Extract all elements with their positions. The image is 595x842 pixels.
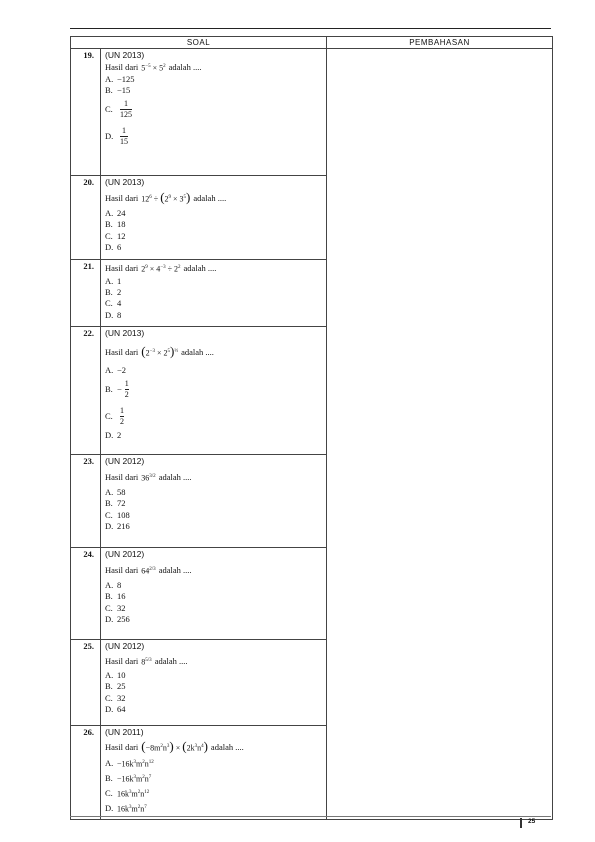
math-expression: $(2^{-3} \times 2^5)^{\frac{1}{2}}$ <box>141 343 179 359</box>
question-source: (UN 2013) <box>105 50 145 60</box>
option: D. 6 <box>105 241 122 252</box>
question-stem: Hasil dari $64^{2/3}$ adalah .... <box>105 564 192 576</box>
fraction: $\frac{1}{2}$ <box>124 379 129 400</box>
question-cell <box>101 49 327 176</box>
question-number: 26. <box>71 726 101 820</box>
option: A. 1 <box>105 276 122 286</box>
math-expression: $2^9 \times 4^{-3} \div 2^2$ <box>141 264 181 274</box>
math-expression: $8^{5/3}$ <box>141 657 152 667</box>
question-cell <box>101 455 327 548</box>
math-expression: $36^{3/2}$ <box>141 473 156 483</box>
question-number: 19. <box>71 49 101 176</box>
question-stem: Hasil dari $(2^{-3} \times 2^5)^{\frac{1}{2}}$ adalah .... <box>105 343 214 359</box>
option: C. 4 <box>105 298 122 309</box>
option: C. $16k^3m^2n^{12}$ <box>105 788 150 799</box>
option: D. 8 <box>105 309 122 320</box>
option: B. 2 <box>105 287 122 298</box>
math-expression: $12^6 \div (2^9 \times 3^5)$ <box>141 189 191 205</box>
option: C. 32 <box>105 602 126 613</box>
option: A. 8 <box>105 580 122 591</box>
question-cell <box>101 640 327 726</box>
question-number: 21. <box>71 260 101 327</box>
page-number: 25 <box>528 818 536 825</box>
option: B. − $\frac{1}{2}$ <box>105 379 129 400</box>
table-header <box>71 37 553 49</box>
option: A. 58 <box>105 487 126 498</box>
page-number-bar <box>520 818 522 828</box>
option: C. 32 <box>105 692 126 703</box>
pembahasan-cell <box>327 49 553 820</box>
question-cell <box>101 260 327 327</box>
option: B. −15 <box>105 85 131 96</box>
question-number: 23. <box>71 455 101 548</box>
question-source: (UN 2012) <box>105 456 145 466</box>
option: C. 108 <box>105 509 130 520</box>
option: B. $-16k^3m^2n^7$ <box>105 773 152 784</box>
question-source: (UN 2013) <box>105 328 145 338</box>
question-row <box>71 49 553 176</box>
top-rule <box>70 28 551 29</box>
question-stem: Hasil dari $5^{-5} \times 5^2$ adalah .... <box>105 62 202 73</box>
option: D. 256 <box>105 613 130 624</box>
option: A. −125 <box>105 74 135 85</box>
math-expression: $5^{-5} \times 5^2$ <box>141 63 166 73</box>
question-table <box>70 36 553 820</box>
option: A. 24 <box>105 208 126 219</box>
question-number: 25. <box>71 640 101 726</box>
question-cell <box>101 327 327 455</box>
fraction: $\frac{1}{125}$ <box>120 99 132 120</box>
question-cell <box>101 726 327 820</box>
option: C. 12 <box>105 230 126 241</box>
question-stem: Hasil dari $36^{3/2}$ adalah .... <box>105 471 192 483</box>
question-source: (UN 2013) <box>105 177 145 187</box>
option: D. 216 <box>105 520 130 531</box>
option: C. $\frac{1}{125}$ <box>105 99 132 120</box>
fraction: $\frac{1}{15}$ <box>120 126 128 147</box>
question-source: (UN 2012) <box>105 549 145 559</box>
option: A. 10 <box>105 670 126 681</box>
question-number: 24. <box>71 548 101 640</box>
option: D. 2 <box>105 430 122 441</box>
question-cell <box>101 176 327 260</box>
math-expression: $(-8m^2n^3) \times (2k^3n^4)$ <box>141 738 208 754</box>
option: B. 16 <box>105 591 126 602</box>
option: D. $\frac{1}{15}$ <box>105 126 128 147</box>
bottom-rule <box>70 816 551 817</box>
option: B. 72 <box>105 498 126 509</box>
question-number: 22. <box>71 327 101 455</box>
option: B. 18 <box>105 219 126 230</box>
fraction: $\frac{1}{2}$ <box>120 406 124 427</box>
question-stem: Hasil dari $12^6 \div (2^9 \times 3^5)$ adalah .... <box>105 189 227 205</box>
question-cell <box>101 548 327 640</box>
option: C. $\frac{1}{2}$ <box>105 406 124 427</box>
question-source: (UN 2012) <box>105 641 145 651</box>
option: D. 64 <box>105 703 126 714</box>
question-number: 20. <box>71 176 101 260</box>
pembahasan-header: PEMBAHASAN <box>327 37 553 49</box>
question-source: (UN 2011) <box>105 727 144 737</box>
math-expression: $64^{2/3}$ <box>141 566 156 576</box>
option: B. 25 <box>105 681 126 692</box>
soal-header: SOAL <box>71 37 327 49</box>
option: D. $16k^3m^2n^7$ <box>105 803 147 814</box>
option: A. $-16k^3m^2n^{12}$ <box>105 758 154 769</box>
question-stem: Hasil dari $8^{5/3}$ adalah .... <box>105 655 188 667</box>
question-stem: Hasil dari $2^9 \times 4^{-3} \div 2^2$ adalah .... <box>105 262 217 274</box>
question-stem: Hasil dari $(-8m^2n^3) \times (2k^3n^4)$ adalah .... <box>105 738 244 754</box>
option: A. −2 <box>105 365 127 376</box>
